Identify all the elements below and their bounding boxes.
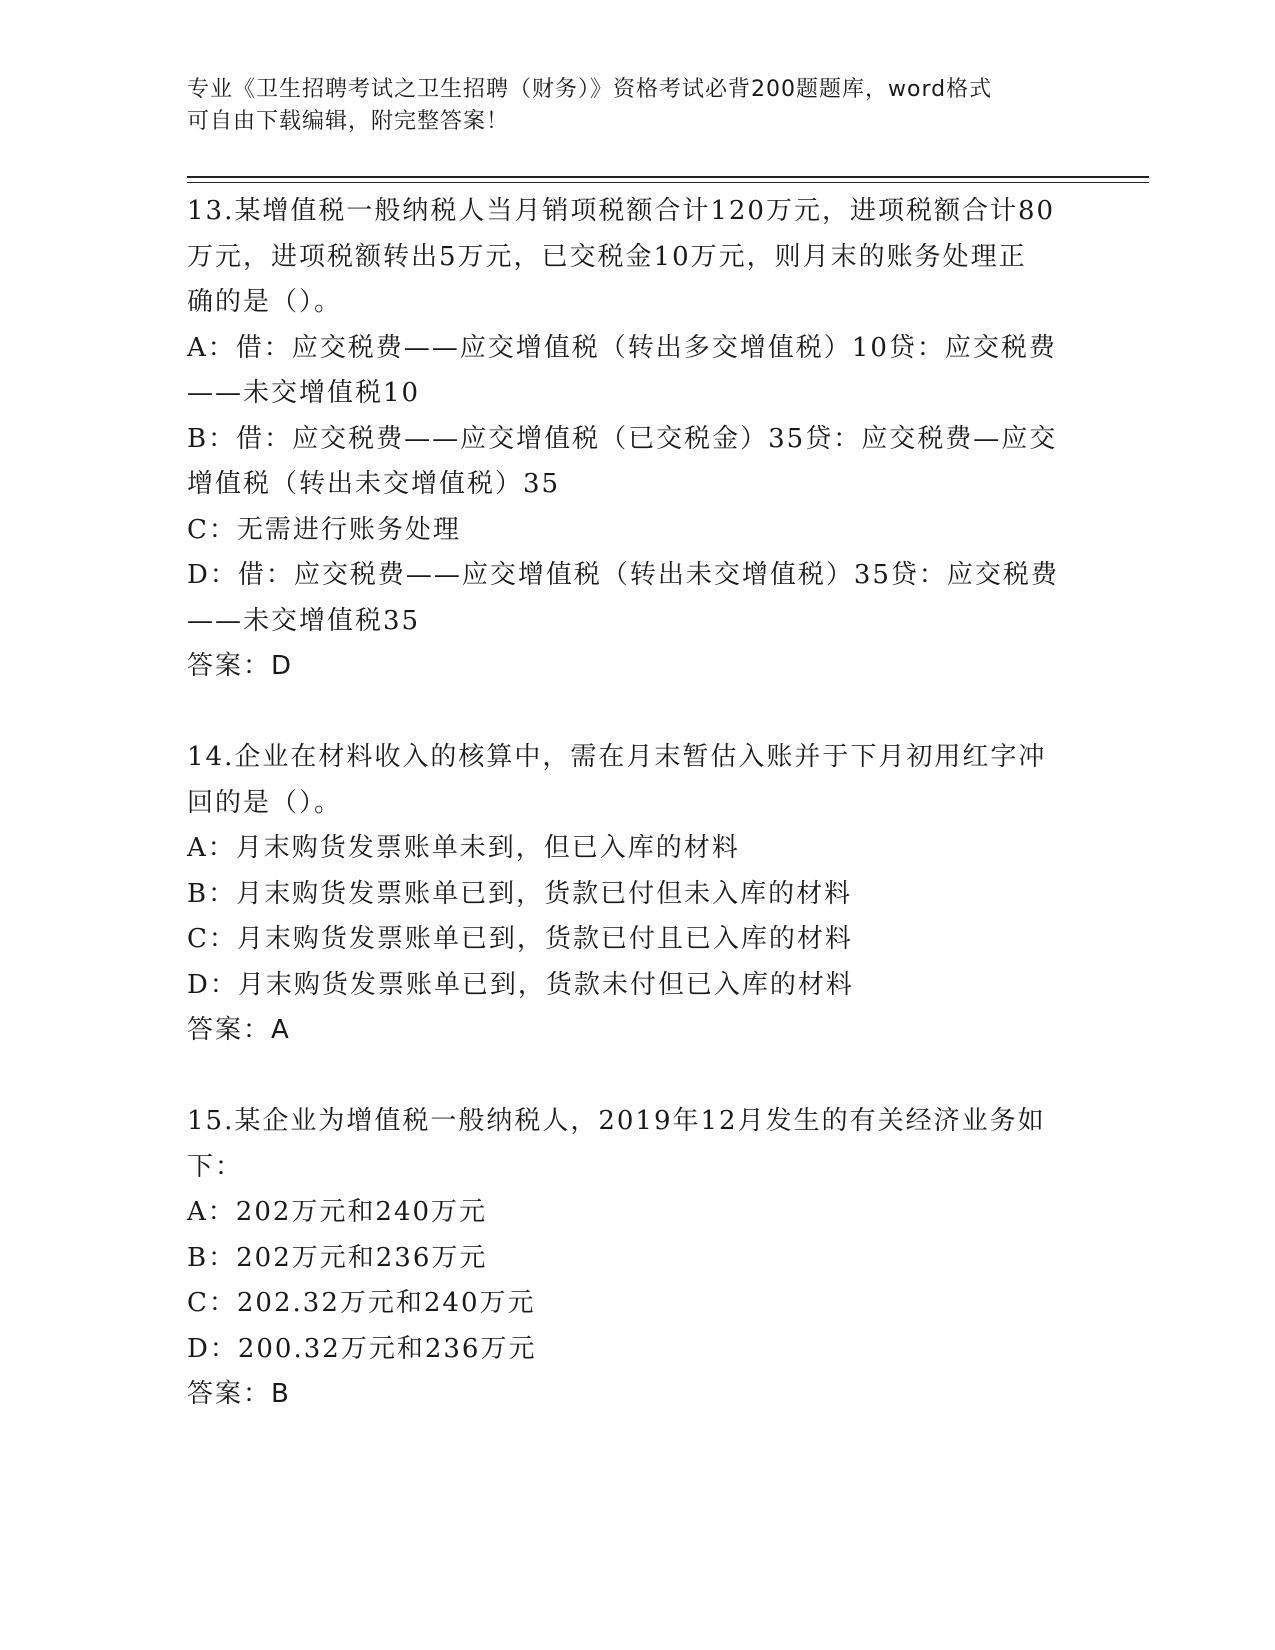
question-13-stem-line-2: 万元，进项税额转出5万元，已交税金10万元，则月末的账务处理正 — [187, 241, 1027, 272]
question-13-stem-line-3: 确的是（）。 — [187, 287, 343, 317]
question-15-answer: 答案：B — [187, 1379, 291, 1409]
question-14-stem-line-1: 14.企业在材料收入的核算中，需在月末暂估入账并于下月初用红字冲 — [187, 742, 1047, 772]
question-14 — [187, 735, 1087, 1054]
question-14-option-d: D：月末购货发票账单已到，货款未付但已入库的材料 — [187, 969, 854, 1000]
header-line-1: 专业《卫生招聘考试之卫生招聘（财务）》资格考试必背200题题库，word格式 — [187, 77, 993, 102]
question-15-option-c: C：202.32万元和240万元 — [187, 1288, 536, 1318]
question-14-option-a: A：月末购货发票账单未到，但已入库的材料 — [187, 833, 740, 863]
question-list — [187, 189, 1087, 1418]
question-13-option-a-line-2: ——未交增值税10 — [187, 378, 421, 408]
header-divider-thick — [187, 176, 1149, 178]
question-13-option-b-line-1: B：借：应交税费——应交增值税（已交税金）35贷：应交税费—应交 — [187, 423, 1058, 454]
question-13-option-d-line-2: ——未交增值税35 — [187, 605, 421, 636]
question-13-option-d-line-1: D：借：应交税费——应交增值税（转出未交增值税）35贷：应交税费 — [187, 560, 1059, 590]
question-13-stem-line-1: 13.某增值税一般纳税人当月销项税额合计120万元，进项税额合计80 — [187, 196, 1056, 226]
spacer — [187, 1054, 1087, 1100]
question-13 — [187, 189, 1087, 690]
header-line-2: 可自由下载编辑，附完整答案！ — [187, 109, 510, 134]
question-15 — [187, 1099, 1087, 1418]
question-15-stem-line-1: 15.某企业为增值税一般纳税人，2019年12月发生的有关经济业务如 — [187, 1106, 1046, 1136]
question-15-option-d: D：200.32万元和236万元 — [187, 1333, 537, 1364]
question-14-option-c: C：月末购货发票账单已到，货款已付且已入库的材料 — [187, 924, 853, 954]
header-divider-thin — [187, 182, 1149, 183]
spacer — [187, 690, 1087, 736]
question-13-option-c: C：无需进行账务处理 — [187, 514, 461, 545]
question-13-option-b-line-2: 增值税（转出未交增值税）35 — [187, 469, 561, 499]
question-15-option-b: B：202万元和236万元 — [187, 1242, 488, 1273]
question-13-answer: 答案：D — [187, 651, 294, 681]
question-14-stem-line-2: 回的是（）。 — [187, 787, 343, 818]
document-header — [187, 74, 1087, 138]
question-14-answer: 答案：A — [187, 1015, 291, 1045]
question-13-option-a-line-1: A：借：应交税费——应交增值税（转出多交增值税）10贷：应交税费 — [187, 332, 1057, 363]
question-14-option-b: B：月末购货发票账单已到，货款已付但未入库的材料 — [187, 878, 853, 909]
question-15-option-a: A：202万元和240万元 — [187, 1197, 488, 1227]
question-15-stem-line-2: 下： — [187, 1151, 244, 1182]
